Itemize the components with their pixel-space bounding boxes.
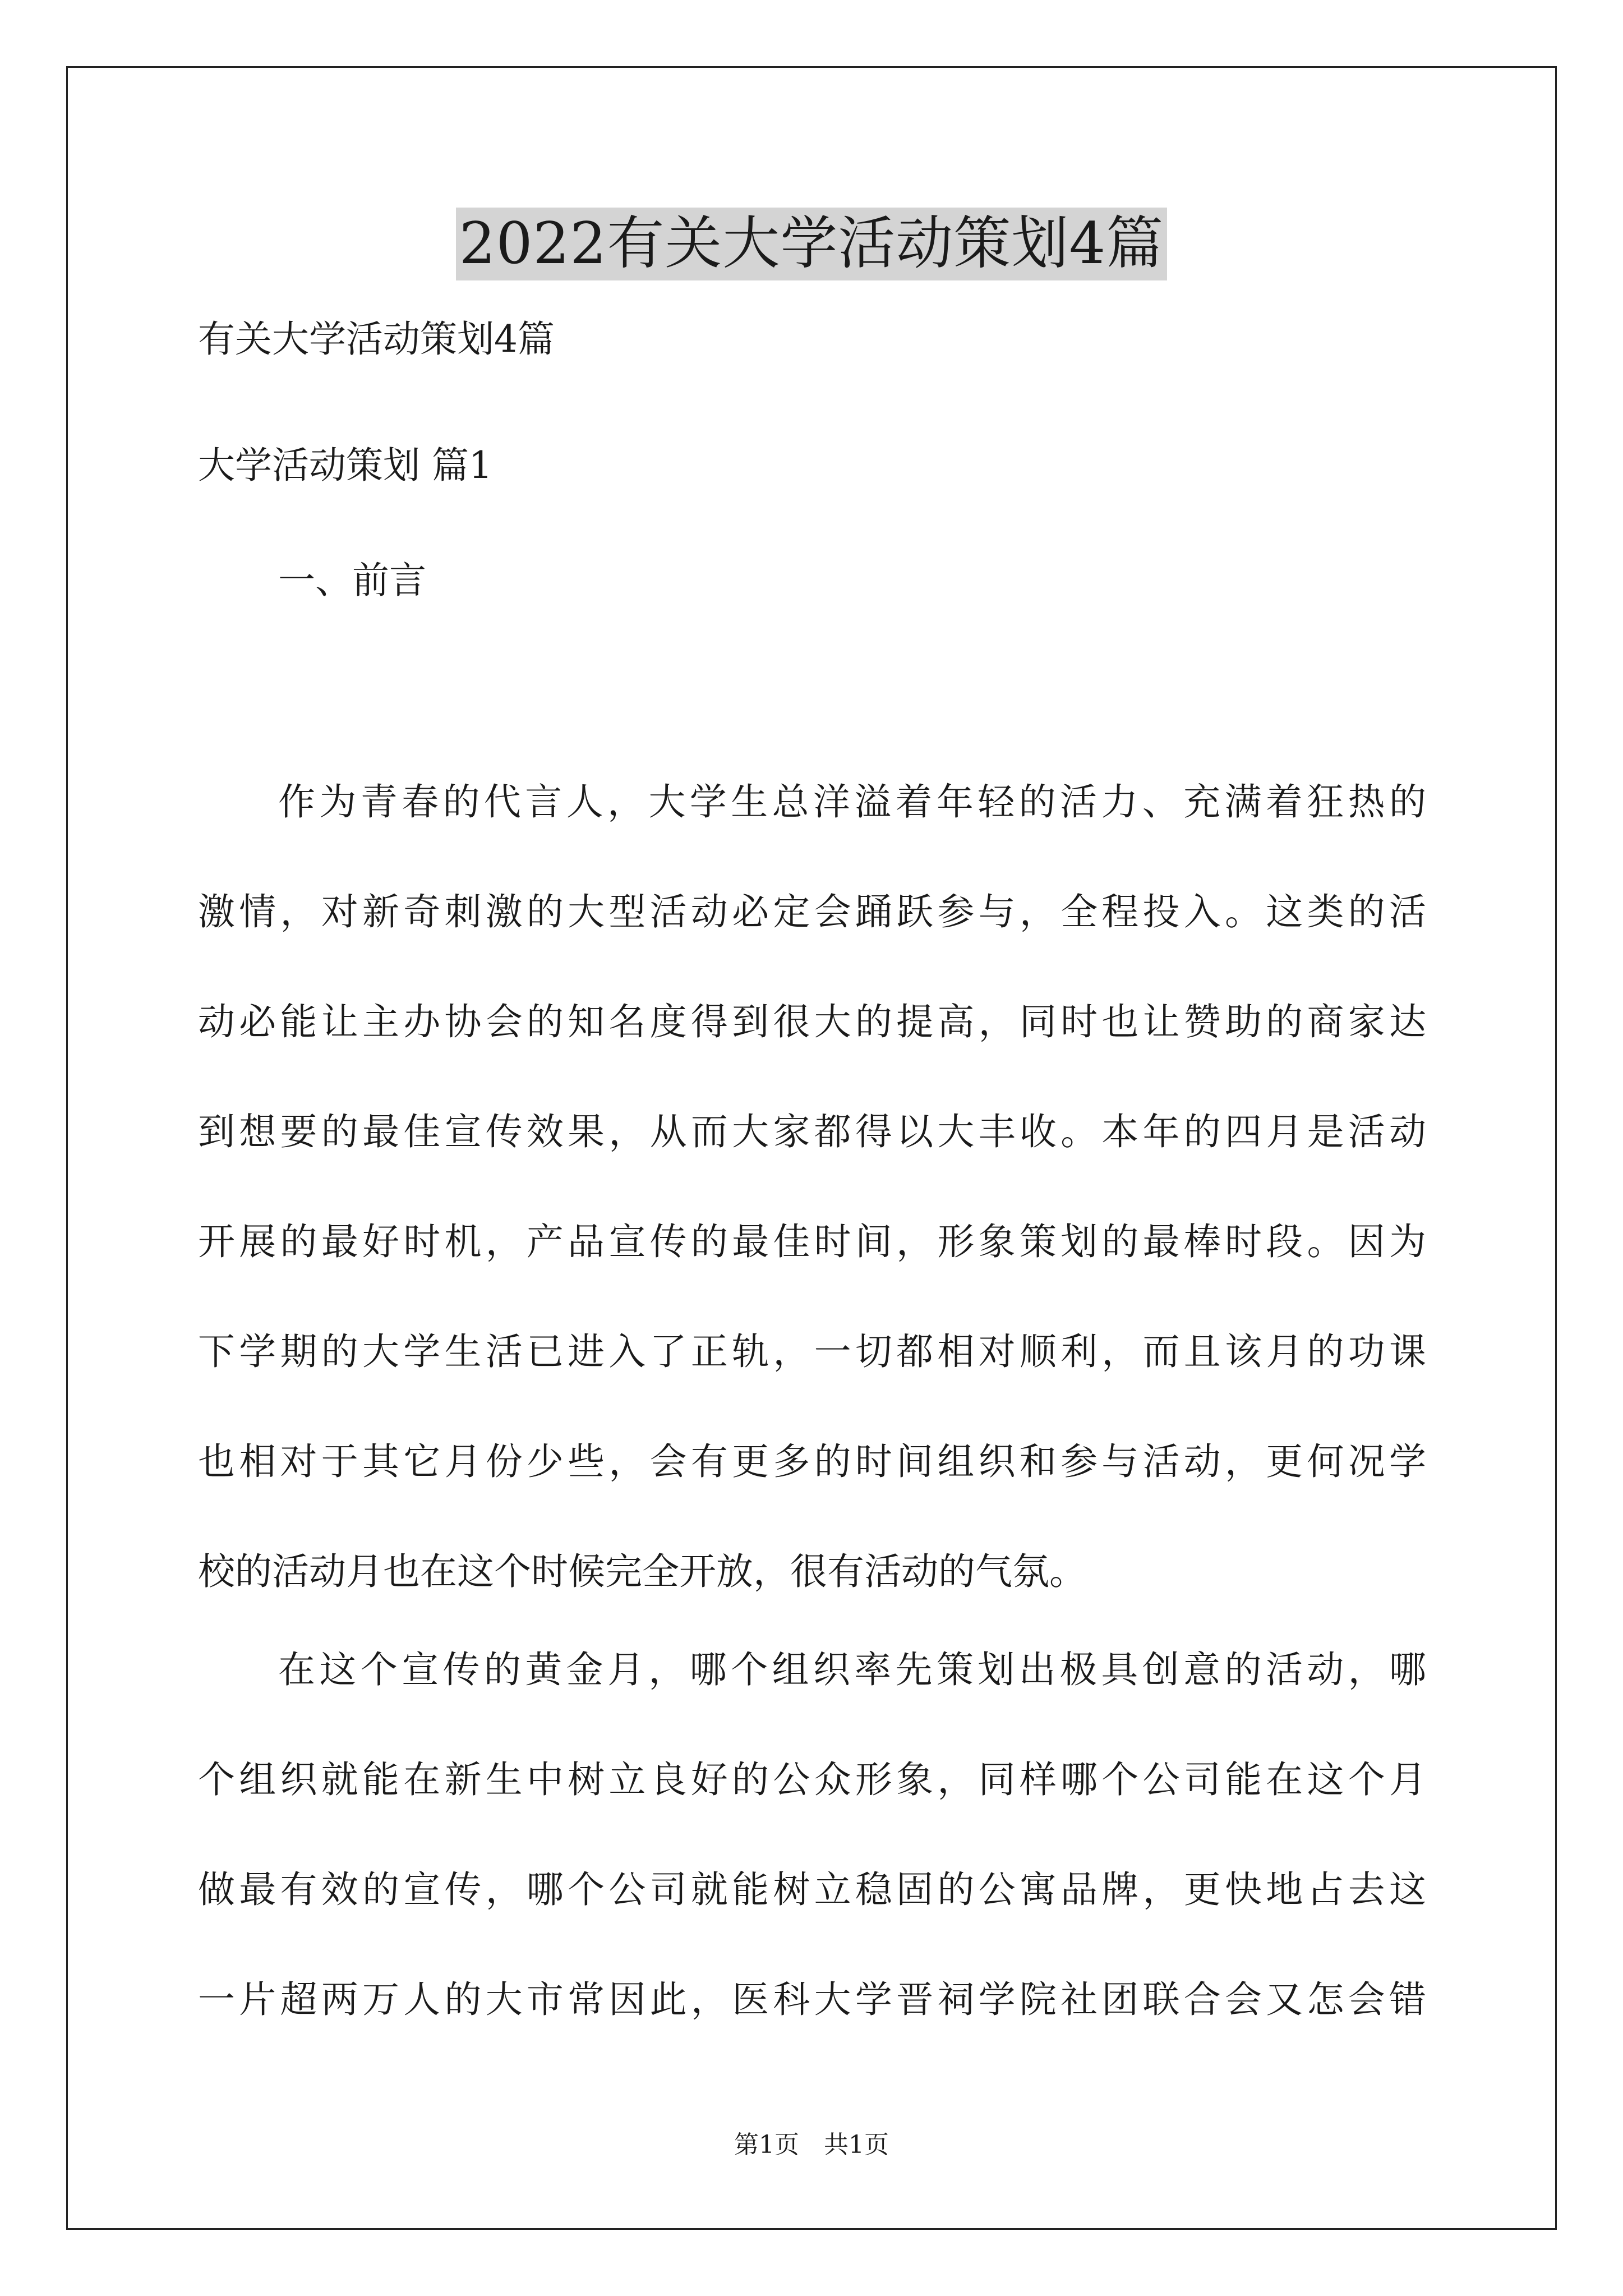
paragraph-line: 动必能让主办协会的知名度得到很大的提高，同时也让赞助的商家达 [198, 1000, 1426, 1043]
document-title: 2022有关大学活动策划4篇 [456, 208, 1167, 280]
paragraph-line: 下学期的大学生活已进入了正轨，一切都相对顺利，而且该月的功课 [198, 1330, 1426, 1373]
paragraph-line: 校的活动月也在这个时候完全开放，很有活动的气氛。 [198, 1550, 1086, 1593]
paragraph-line: 做最有效的宣传，哪个公司就能树立稳固的公寓品牌，更快地占去这 [198, 1868, 1426, 1911]
page-footer: 第1页 共1页 [734, 2131, 889, 2159]
paragraph-line: 开展的最好时机，产品宣传的最佳时间，形象策划的最棒时段。因为 [198, 1220, 1426, 1263]
subsection-heading: 一、前言 [278, 559, 426, 602]
paragraph-line: 一片超两万人的大市常因此，医科大学晋祠学院社团联合会又怎会错 [198, 1978, 1426, 2021]
paragraph-line: 到想要的最佳宣传效果，从而大家都得以大丰收。本年的四月是活动 [198, 1110, 1426, 1153]
document-subtitle: 有关大学活动策划4篇 [198, 318, 555, 361]
paragraph-line: 在这个宣传的黄金月，哪个组织率先策划出极具创意的活动，哪 [278, 1648, 1426, 1691]
paragraph-line: 个组织就能在新生中树立良好的公众形象，同样哪个公司能在这个月 [198, 1758, 1426, 1801]
title-container [0, 208, 1623, 280]
paragraph-line: 也相对于其它月份少些，会有更多的时间组织和参与活动，更何况学 [198, 1440, 1426, 1483]
paragraph-line: 作为青春的代言人，大学生总洋溢着年轻的活力、充满着狂热的 [278, 780, 1426, 823]
paragraph-line: 激情，对新奇刺激的大型活动必定会踊跃参与，全程投入。这类的活 [198, 890, 1426, 933]
section-heading: 大学活动策划 篇1 [198, 444, 492, 487]
